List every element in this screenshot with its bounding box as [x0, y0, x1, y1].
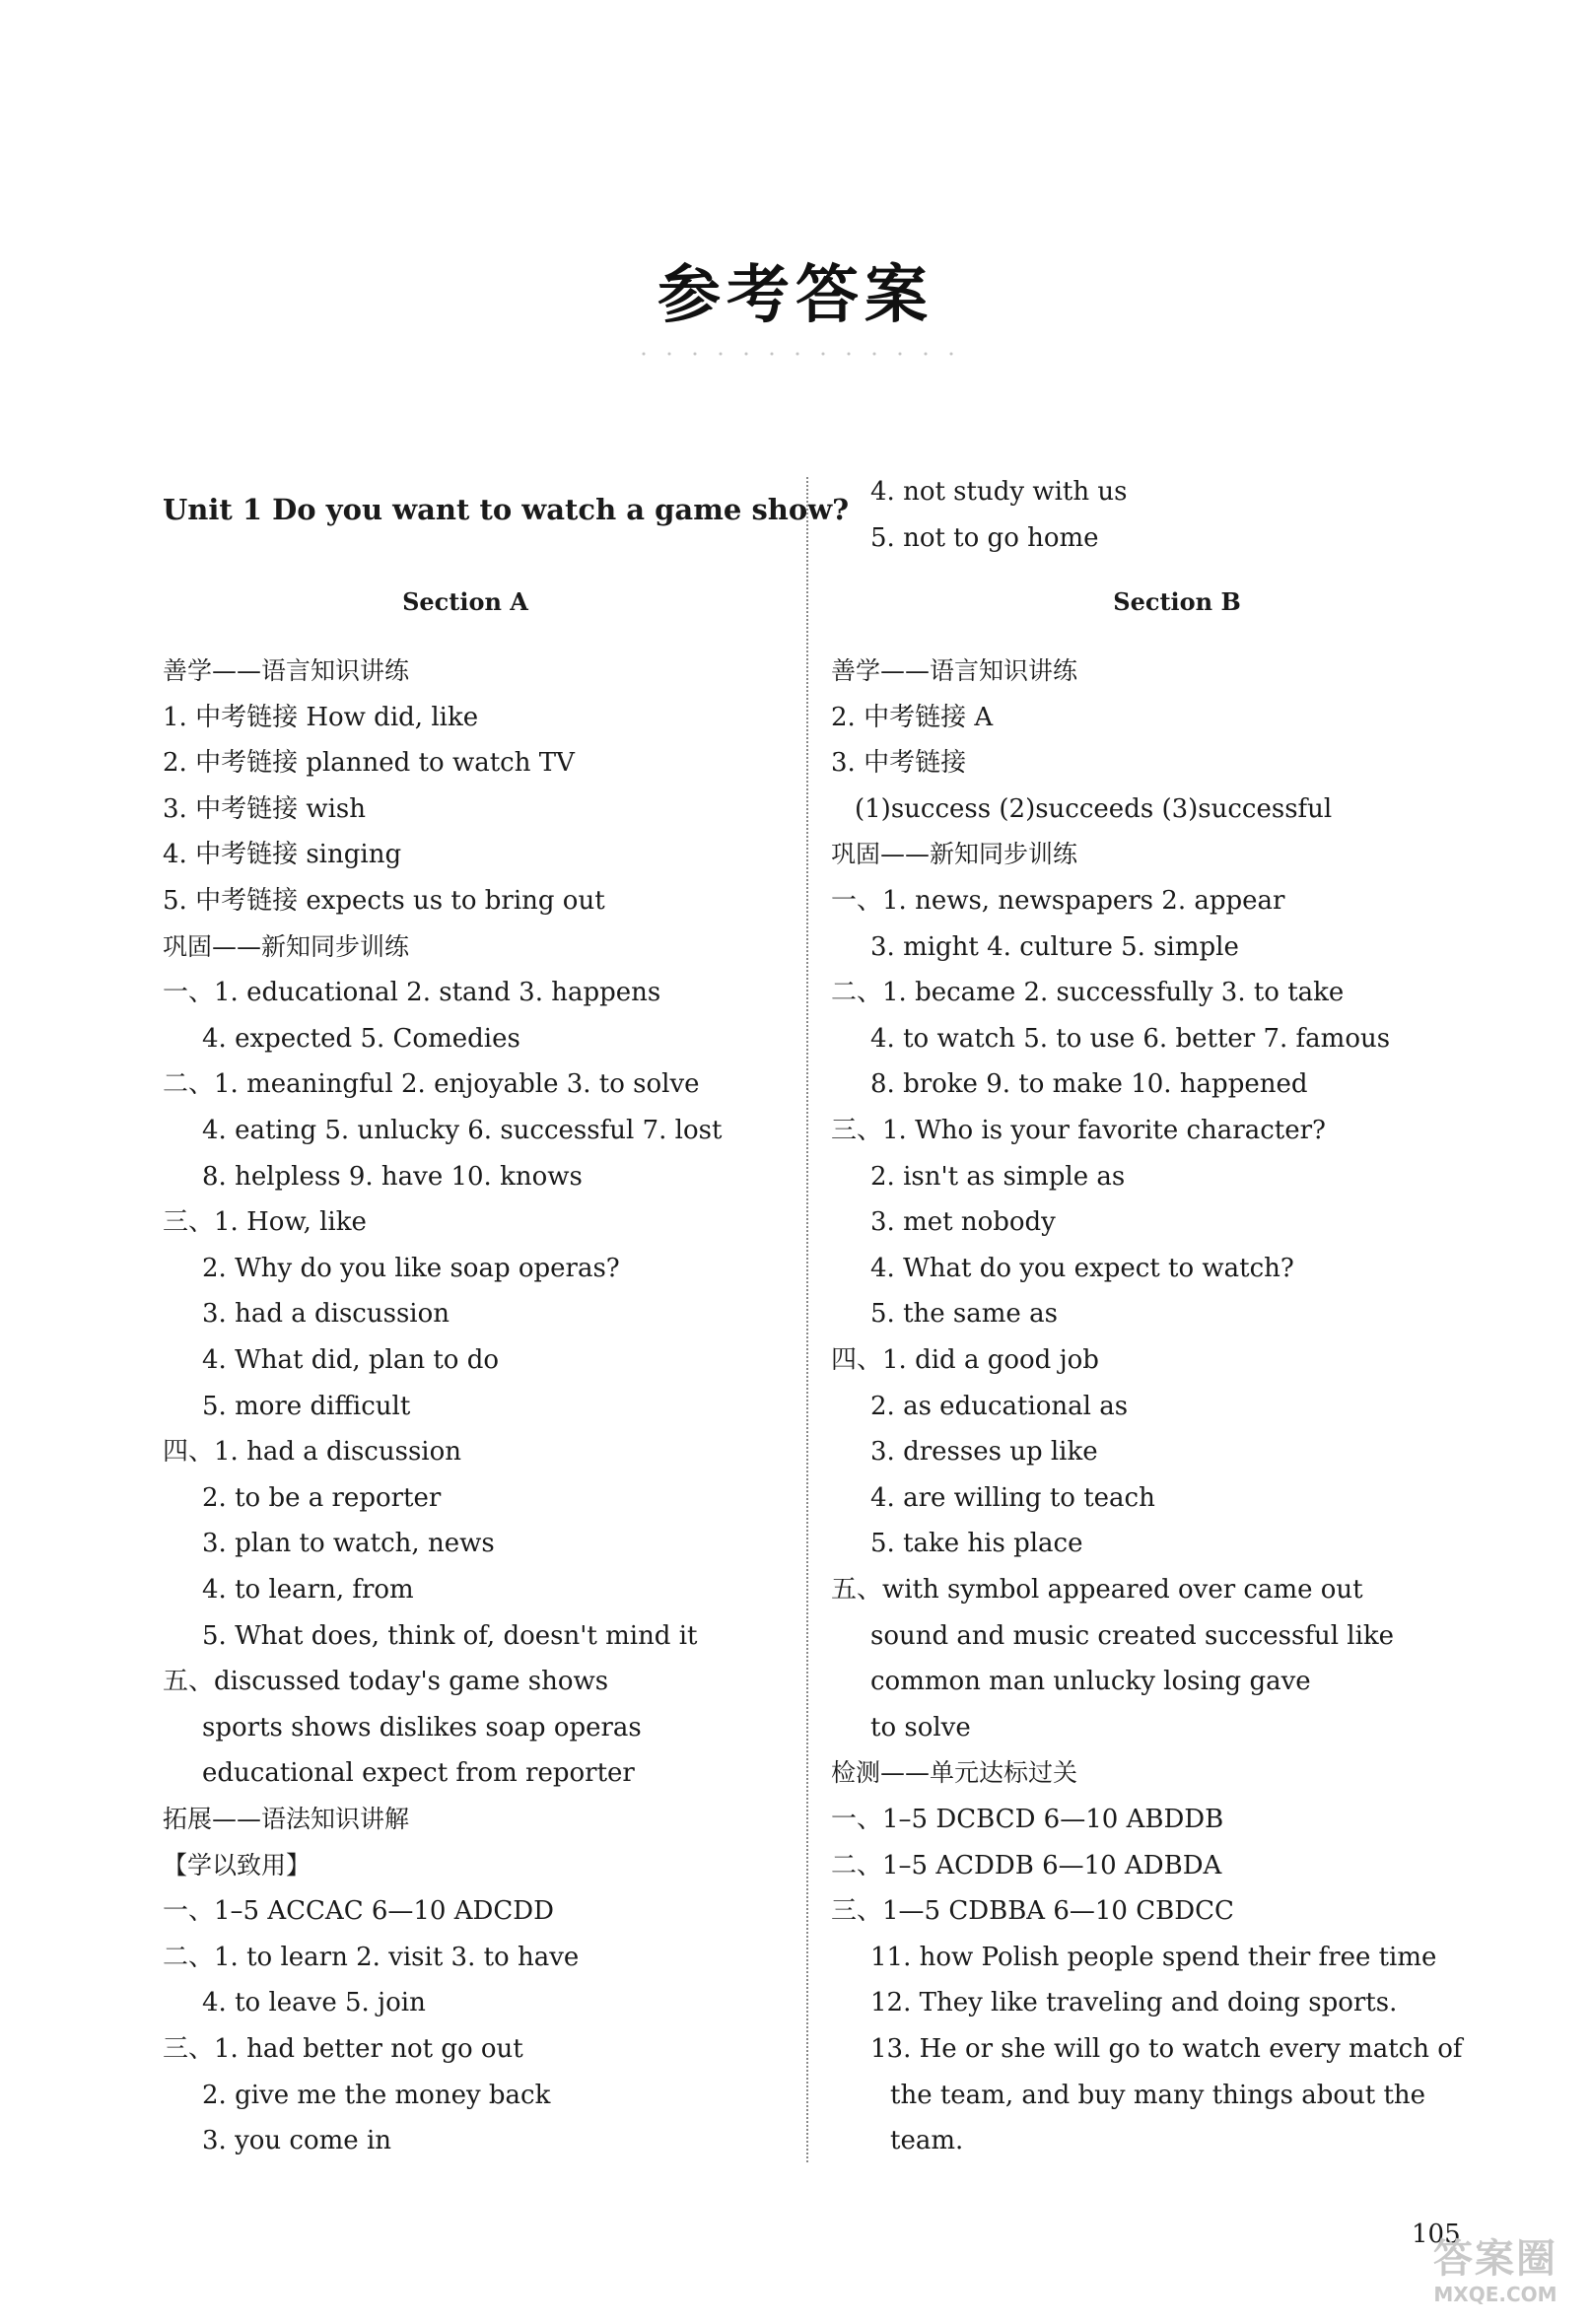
answer-line: 11. how Polish people spend their free time	[870, 1942, 1437, 1972]
answer-line: 2. 中考链接 A	[831, 702, 994, 732]
title-decoration	[631, 351, 966, 357]
answer-line: sports shows dislikes soap operas	[202, 1712, 642, 1743]
answer-line: 二、1. to learn 2. visit 3. to have	[163, 1942, 580, 1972]
answer-line: 三、1. Who is your favorite character?	[831, 1116, 1326, 1145]
section-heading: 巩固——新知同步训练	[831, 840, 1078, 869]
section-heading: 拓展——语法知识讲解	[163, 1805, 410, 1833]
answer-line: 5. What does, think of, doesn't mind it	[202, 1620, 698, 1651]
section-heading: 善学——语言知识讲练	[163, 656, 410, 685]
answer-line: 2. to be a reporter	[202, 1482, 442, 1513]
answer-line: 3. had a discussion	[202, 1299, 450, 1330]
answer-line: 4. to learn, from	[202, 1575, 414, 1605]
answer-line: 4. What do you expect to watch?	[870, 1253, 1294, 1283]
answer-line: 2. Why do you like soap operas?	[202, 1253, 620, 1283]
answer-line: 二、1–5 ACDDB 6—10 ADBDA	[831, 1850, 1222, 1880]
answer-line: 三、1. had better not go out	[163, 2034, 523, 2064]
answer-line: 2. as educational as	[870, 1391, 1129, 1421]
section-heading: 巩固——新知同步训练	[163, 931, 410, 961]
page-title: 参考答案	[657, 259, 934, 332]
answer-line: 一、1–5 ACCAC 6—10 ADCDD	[163, 1896, 554, 1927]
answer-line: 4. are willing to teach	[870, 1482, 1155, 1513]
answer-line: 3. you come in	[202, 2126, 392, 2156]
answer-line: 3. plan to watch, news	[202, 1529, 495, 1559]
watermark-logo	[1412, 2235, 1579, 2314]
answer-line: 一、1. educational 2. stand 3. happens	[163, 978, 661, 1008]
answer-line: 5. more difficult	[202, 1391, 411, 1421]
answer-line: 5. the same as	[870, 1299, 1058, 1330]
answer-line: 3. met nobody	[870, 1207, 1056, 1238]
answer-line: educational expect from reporter	[202, 1758, 635, 1789]
answer-line: 3. 中考链接	[831, 748, 967, 779]
answer-line: 5. take his place	[870, 1529, 1083, 1559]
answer-line: 二、1. became 2. successfully 3. to take	[831, 978, 1345, 1008]
answer-line: 4. eating 5. unlucky 6. successful 7. lost	[202, 1116, 723, 1145]
answer-line: 12. They like traveling and doing sports.	[870, 1988, 1398, 2018]
section-heading: 【学以致用】	[163, 1850, 311, 1880]
unit-title: Unit 1 Do you want to watch a game show?	[163, 493, 850, 526]
answer-line: 3. 中考链接 wish	[163, 793, 366, 824]
answer-line: 4. not study with us	[870, 477, 1128, 507]
answer-line: 三、1. How, like	[163, 1207, 367, 1238]
answer-line: 3. might 4. culture 5. simple	[870, 931, 1239, 962]
answer-line: 5. 中考链接 expects us to bring out	[163, 886, 605, 916]
answer-line: 2. 中考链接 planned to watch TV	[163, 748, 575, 779]
answer-line: 三、1—5 CDBBA 6—10 CBDCC	[831, 1896, 1234, 1927]
answer-line: sound and music created successful like	[870, 1620, 1395, 1651]
answer-line: 一、1–5 DCBCD 6—10 ABDDB	[831, 1805, 1224, 1834]
section-heading: 善学——语言知识讲练	[831, 656, 1078, 685]
answer-line: 13. He or she will go to watch every match of	[870, 2034, 1463, 2064]
answer-line: 五、discussed today's game shows	[163, 1667, 609, 1697]
answer-line: 四、1. did a good job	[831, 1345, 1099, 1375]
answer-line: 一、1. news, newspapers 2. appear	[831, 886, 1285, 916]
watermark-url: MXQE.COM	[1433, 2283, 1557, 2306]
answer-line: 4. What did, plan to do	[202, 1345, 500, 1375]
answer-line: 8. helpless 9. have 10. knows	[202, 1161, 583, 1192]
answer-line: 4. to leave 5. join	[202, 1988, 426, 2018]
section-heading: 检测——单元达标过关	[831, 1758, 1078, 1788]
answer-line: 2. isn't as simple as	[870, 1161, 1126, 1192]
answer-line: 8. broke 9. to make 10. happened	[870, 1069, 1308, 1100]
page-number: 105	[1412, 2220, 1461, 2249]
answer-line: 五、with symbol appeared over came out	[831, 1575, 1363, 1605]
section-b-title: Section B	[1113, 587, 1241, 616]
answer-line: to solve	[870, 1712, 971, 1743]
answer-line: 2. give me the money back	[202, 2080, 551, 2110]
answer-line: 5. not to go home	[870, 522, 1099, 553]
answer-line: team.	[890, 2126, 964, 2156]
answer-line: 4. 中考链接 singing	[163, 840, 402, 870]
answer-line: 4. to watch 5. to use 6. better 7. famous	[870, 1023, 1391, 1054]
answer-line: common man unlucky losing gave	[870, 1667, 1311, 1697]
column-divider	[806, 477, 808, 2162]
answer-line: 二、1. meaningful 2. enjoyable 3. to solve	[163, 1069, 700, 1100]
answer-line: 四、1. had a discussion	[163, 1437, 461, 1468]
section-a-title: Section A	[402, 587, 528, 616]
answer-line: 1. 中考链接 How did, like	[163, 702, 479, 732]
answer-line: (1)success (2)succeeds (3)successful	[855, 793, 1333, 824]
answer-line: the team, and buy many things about the	[890, 2080, 1426, 2110]
watermark-logo-text: 答案圈	[1433, 2236, 1557, 2282]
answer-line: 3. dresses up like	[870, 1437, 1098, 1468]
answer-line: 4. expected 5. Comedies	[202, 1023, 520, 1054]
